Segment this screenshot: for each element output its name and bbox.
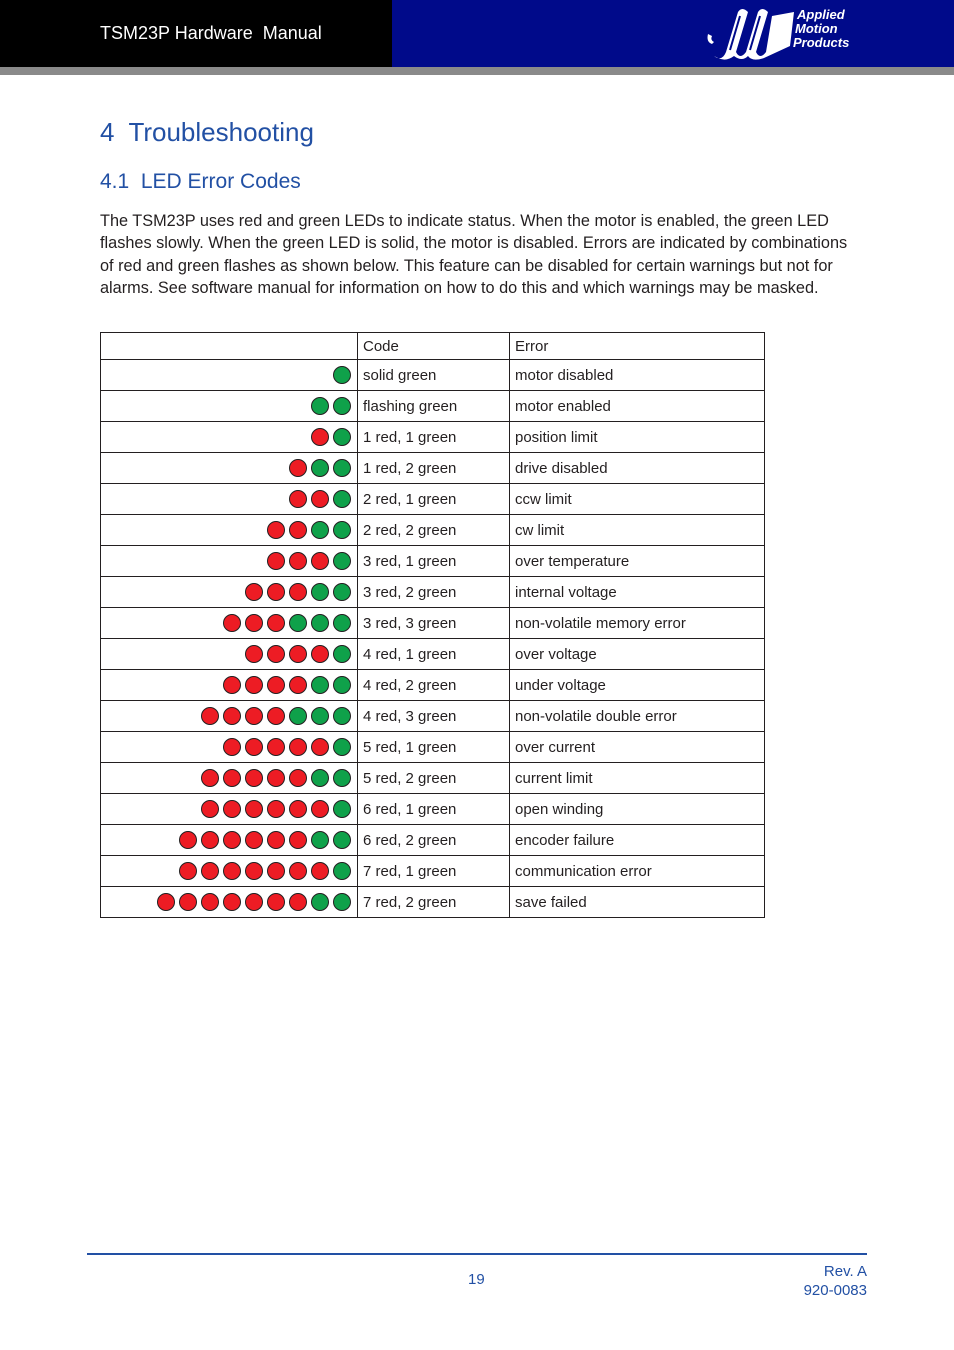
green-led-icon <box>333 893 351 911</box>
red-led-icon <box>289 521 307 539</box>
red-led-icon <box>289 645 307 663</box>
led-pattern <box>101 670 358 701</box>
green-led-icon <box>289 707 307 725</box>
green-led-icon <box>333 738 351 756</box>
red-led-icon <box>223 831 241 849</box>
led-pattern <box>101 484 358 515</box>
red-led-icon <box>179 831 197 849</box>
green-led-icon <box>333 459 351 477</box>
code-cell: 5 red, 2 green <box>358 763 510 794</box>
code-cell: 1 red, 2 green <box>358 453 510 484</box>
led-pattern <box>101 577 358 608</box>
red-led-icon <box>245 645 263 663</box>
logo-text <box>793 7 850 50</box>
table-row <box>101 701 765 732</box>
red-led-icon <box>267 800 285 818</box>
red-led-icon <box>289 893 307 911</box>
header-left <box>0 0 392 67</box>
red-led-icon <box>289 490 307 508</box>
error-cell: encoder failure <box>510 825 765 856</box>
code-cell: 7 red, 1 green <box>358 856 510 887</box>
green-led-icon <box>311 397 329 415</box>
page-number: 19 <box>468 1271 485 1288</box>
error-cell: current limit <box>510 763 765 794</box>
green-led-icon <box>333 862 351 880</box>
red-led-icon <box>223 769 241 787</box>
red-led-icon <box>223 893 241 911</box>
red-led-icon <box>267 893 285 911</box>
red-led-icon <box>267 645 285 663</box>
header-right <box>392 0 954 67</box>
code-cell: 3 red, 3 green <box>358 608 510 639</box>
table-row <box>101 732 765 763</box>
red-led-icon <box>267 862 285 880</box>
red-led-icon <box>289 459 307 477</box>
green-led-icon <box>289 614 307 632</box>
footer-divider <box>87 1253 867 1255</box>
red-led-icon <box>245 614 263 632</box>
table-row <box>101 825 765 856</box>
red-led-icon <box>267 552 285 570</box>
table-row <box>101 453 765 484</box>
code-cell: 6 red, 2 green <box>358 825 510 856</box>
red-led-icon <box>311 490 329 508</box>
red-led-icon <box>289 831 307 849</box>
error-cell: open winding <box>510 794 765 825</box>
header-divider <box>0 67 954 75</box>
red-led-icon <box>245 800 263 818</box>
green-led-icon <box>333 366 351 384</box>
green-led-icon <box>311 583 329 601</box>
red-led-icon <box>267 521 285 539</box>
led-pattern <box>101 453 358 484</box>
red-led-icon <box>201 893 219 911</box>
error-cell: non-volatile double error <box>510 701 765 732</box>
green-led-icon <box>333 490 351 508</box>
red-led-icon <box>289 769 307 787</box>
led-error-table <box>100 332 765 918</box>
red-led-icon <box>223 676 241 694</box>
red-led-icon <box>201 800 219 818</box>
logo-word: Applied <box>797 7 845 22</box>
red-led-icon <box>289 583 307 601</box>
red-led-icon <box>289 676 307 694</box>
revision-info <box>804 1262 867 1300</box>
error-cell: communication error <box>510 856 765 887</box>
table-row <box>101 856 765 887</box>
table-row <box>101 391 765 422</box>
red-led-icon <box>223 614 241 632</box>
red-led-icon <box>179 862 197 880</box>
red-led-icon <box>267 707 285 725</box>
error-cell: motor disabled <box>510 360 765 391</box>
green-led-icon <box>311 831 329 849</box>
green-led-icon <box>333 800 351 818</box>
manual-title: TSM23P Hardware Manual <box>100 23 322 43</box>
green-led-icon <box>311 614 329 632</box>
logo-word: Products <box>793 35 850 50</box>
section-title: 4.1 LED Error Codes <box>100 170 301 193</box>
red-led-icon <box>223 738 241 756</box>
red-led-icon <box>311 552 329 570</box>
red-led-icon <box>311 738 329 756</box>
code-cell: 2 red, 1 green <box>358 484 510 515</box>
red-led-icon <box>201 831 219 849</box>
table-row <box>101 639 765 670</box>
red-led-icon <box>289 862 307 880</box>
table-row <box>101 608 765 639</box>
error-cell: save failed <box>510 887 765 918</box>
red-led-icon <box>311 800 329 818</box>
error-cell: over voltage <box>510 639 765 670</box>
red-led-icon <box>267 769 285 787</box>
table-header-row <box>101 333 765 360</box>
error-cell: cw limit <box>510 515 765 546</box>
red-led-icon <box>289 552 307 570</box>
header-cell-code: Code <box>358 333 510 360</box>
header-cell-leds <box>101 333 358 360</box>
red-led-icon <box>267 614 285 632</box>
red-led-icon <box>201 769 219 787</box>
table-row <box>101 422 765 453</box>
red-led-icon <box>267 831 285 849</box>
table-row <box>101 794 765 825</box>
green-led-icon <box>311 707 329 725</box>
revision: Rev. A <box>823 1263 867 1280</box>
green-led-icon <box>311 459 329 477</box>
table-row <box>101 546 765 577</box>
green-led-icon <box>333 676 351 694</box>
green-led-icon <box>333 397 351 415</box>
red-led-icon <box>223 862 241 880</box>
red-led-icon <box>245 893 263 911</box>
red-led-icon <box>245 738 263 756</box>
led-pattern <box>101 732 358 763</box>
led-pattern <box>101 701 358 732</box>
green-led-icon <box>333 831 351 849</box>
led-pattern <box>101 608 358 639</box>
led-pattern <box>101 546 358 577</box>
header-cell-error: Error <box>510 333 765 360</box>
error-cell: over current <box>510 732 765 763</box>
code-cell: 7 red, 2 green <box>358 887 510 918</box>
red-led-icon <box>157 893 175 911</box>
chapter-title: 4 Troubleshooting <box>100 117 314 147</box>
error-cell: internal voltage <box>510 577 765 608</box>
red-led-icon <box>311 645 329 663</box>
red-led-icon <box>245 769 263 787</box>
logo-word: Motion <box>795 21 838 36</box>
green-led-icon <box>333 521 351 539</box>
led-pattern <box>101 794 358 825</box>
led-pattern <box>101 360 358 391</box>
code-cell: solid green <box>358 360 510 391</box>
code-cell: 4 red, 1 green <box>358 639 510 670</box>
red-led-icon <box>289 738 307 756</box>
error-cell: motor enabled <box>510 391 765 422</box>
green-led-icon <box>333 645 351 663</box>
table-row <box>101 670 765 701</box>
green-led-icon <box>311 521 329 539</box>
green-led-icon <box>333 552 351 570</box>
red-led-icon <box>311 862 329 880</box>
red-led-icon <box>245 583 263 601</box>
table-row <box>101 577 765 608</box>
red-led-icon <box>267 738 285 756</box>
green-led-icon <box>333 583 351 601</box>
led-pattern <box>101 422 358 453</box>
code-cell: 4 red, 2 green <box>358 670 510 701</box>
red-led-icon <box>245 676 263 694</box>
table-row <box>101 887 765 918</box>
green-led-icon <box>311 676 329 694</box>
intro-paragraph: The TSM23P uses red and green LEDs to indicate status. When the motor is enabled, the green LED flashes slowly. When the green LED is solid, the motor is disabled. Errors are indicated by combinations of red and green flashes as shown below. This feature can be disabled for certain warnings but not for alarms. See software manual for information on how to do this and which warnings may be masked. <box>100 212 848 298</box>
code-cell: flashing green <box>358 391 510 422</box>
code-cell: 5 red, 1 green <box>358 732 510 763</box>
error-cell: ccw limit <box>510 484 765 515</box>
code-cell: 3 red, 1 green <box>358 546 510 577</box>
green-led-icon <box>311 893 329 911</box>
table-row <box>101 515 765 546</box>
code-cell: 1 red, 1 green <box>358 422 510 453</box>
green-led-icon <box>333 707 351 725</box>
document-number: 920-0083 <box>803 1282 867 1299</box>
green-led-icon <box>333 769 351 787</box>
led-pattern <box>101 639 358 670</box>
led-pattern <box>101 856 358 887</box>
code-cell: 2 red, 2 green <box>358 515 510 546</box>
red-led-icon <box>223 800 241 818</box>
red-led-icon <box>201 707 219 725</box>
code-cell: 3 red, 2 green <box>358 577 510 608</box>
error-cell: over temperature <box>510 546 765 577</box>
red-led-icon <box>311 428 329 446</box>
green-led-icon <box>333 614 351 632</box>
table-row <box>101 360 765 391</box>
table-row <box>101 484 765 515</box>
error-cell: position limit <box>510 422 765 453</box>
code-cell: 6 red, 1 green <box>358 794 510 825</box>
led-pattern <box>101 763 358 794</box>
led-pattern <box>101 887 358 918</box>
red-led-icon <box>201 862 219 880</box>
green-led-icon <box>311 769 329 787</box>
red-led-icon <box>245 831 263 849</box>
green-led-icon <box>333 428 351 446</box>
red-led-icon <box>245 862 263 880</box>
led-pattern <box>101 825 358 856</box>
red-led-icon <box>267 583 285 601</box>
error-cell: non-volatile memory error <box>510 608 765 639</box>
led-pattern <box>101 515 358 546</box>
error-cell: under voltage <box>510 670 765 701</box>
red-led-icon <box>267 676 285 694</box>
red-led-icon <box>289 800 307 818</box>
red-led-icon <box>179 893 197 911</box>
red-led-icon <box>223 707 241 725</box>
table-row <box>101 763 765 794</box>
led-pattern <box>101 391 358 422</box>
red-led-icon <box>245 707 263 725</box>
error-cell: drive disabled <box>510 453 765 484</box>
code-cell: 4 red, 3 green <box>358 701 510 732</box>
